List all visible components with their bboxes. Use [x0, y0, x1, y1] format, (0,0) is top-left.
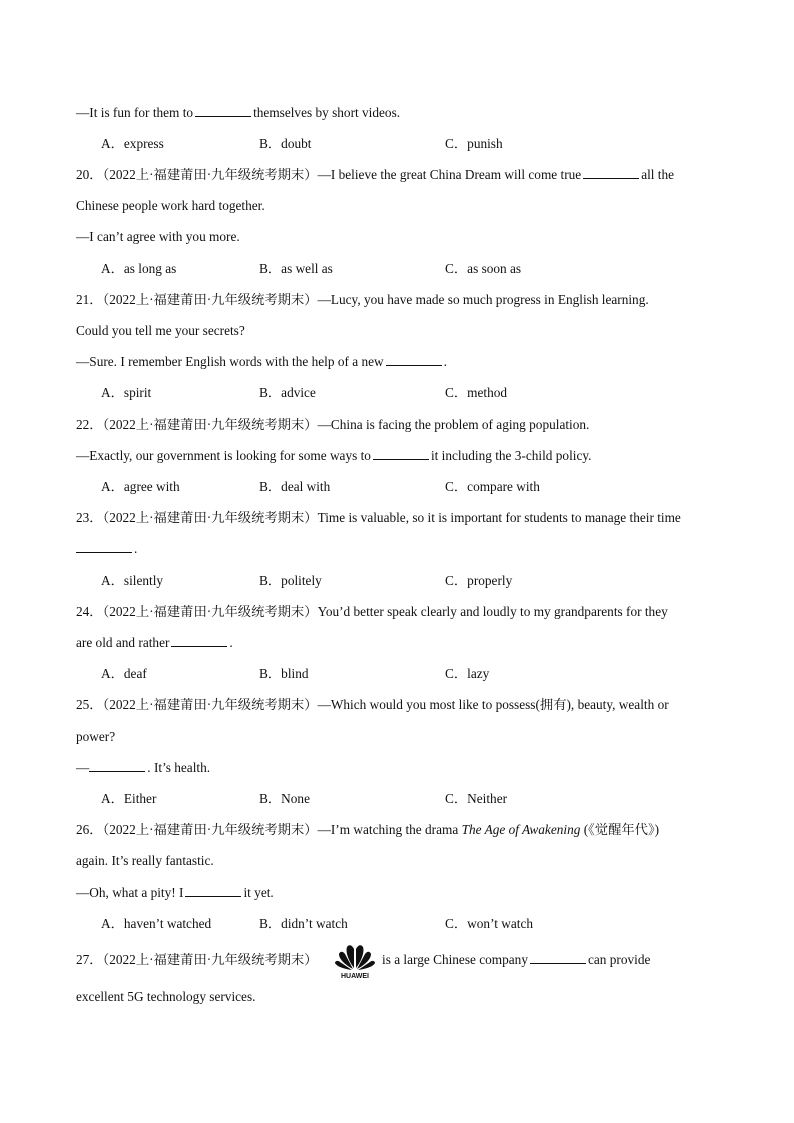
q26-option-b: B．didn’t watch: [259, 916, 348, 931]
q23-option-c: C．properly: [445, 573, 513, 588]
q22-option-b: B．deal with: [259, 479, 331, 494]
q20-option-c: C．as soon as: [445, 261, 522, 276]
q24-line2: [76, 634, 233, 652]
q25-option-c: C．Neither: [445, 791, 508, 806]
question-number: 26．: [76, 822, 103, 837]
q25-line2: power?: [76, 729, 116, 744]
huawei-logo-icon: [333, 941, 377, 979]
q19-option-b: B．doubt: [259, 136, 312, 151]
q21-option-a: A．spirit: [101, 385, 152, 400]
q21-text-b: —Sure. I remember English words with the help of a new: [76, 354, 384, 369]
q21-text-a: —Lucy, you have made so much progress in English learning.: [317, 292, 649, 307]
drama-title: The Age of Awakening: [461, 822, 581, 837]
q23-option-b: B．politely: [259, 573, 322, 588]
q21-line2: Could you tell me your secrets?: [76, 323, 245, 338]
q22-option-c: C．compare with: [445, 479, 540, 494]
q22-line2: [76, 447, 591, 465]
q20-line3: —I can’t agree with you more.: [76, 229, 240, 244]
q27-stem: [382, 951, 650, 969]
q22-text-c: it including the 3-child policy.: [430, 448, 592, 463]
question-number: 22．: [76, 417, 103, 432]
q20-stem: [76, 166, 674, 184]
q21-stem: [76, 291, 649, 309]
q23-option-a: A．silently: [101, 573, 164, 588]
question-number: 24．: [76, 604, 103, 619]
question-number: 25．: [76, 697, 103, 712]
q23-line2: [76, 540, 137, 558]
question-number: 27．: [76, 952, 103, 967]
q21-line3: [76, 353, 447, 371]
answer-blank: [171, 634, 227, 647]
q26-line3: [76, 884, 274, 902]
question-source: （2022上·福建莆田·九年级统考期末）: [102, 952, 318, 967]
q26-text-a: —I’m watching the drama: [317, 822, 459, 837]
question-number: 20．: [76, 167, 103, 182]
q26-line2: again. It’s really fantastic.: [76, 853, 214, 868]
q27-stem-prefix: [76, 951, 318, 969]
q27-line2: excellent 5G technology services.: [76, 989, 256, 1004]
answer-blank: [583, 166, 639, 179]
question-source: （2022上·福建莆田·九年级统考期末）: [102, 417, 318, 432]
q19-dialogue: [76, 104, 400, 122]
q25-option-b: B．None: [259, 791, 310, 806]
q27-text-a: is a large Chinese company: [382, 952, 528, 967]
q25-line3: [76, 759, 210, 777]
q20-text-b: all the: [641, 167, 675, 182]
question-source: （2022上·福建莆田·九年级统考期末）: [102, 604, 318, 619]
svg-text:HUAWEI: HUAWEI: [341, 973, 369, 979]
q24-stem: [76, 603, 668, 621]
answer-blank: [195, 104, 251, 117]
q22-option-a: A．agree with: [101, 479, 180, 494]
answer-blank: [530, 951, 586, 964]
answer-blank: [76, 540, 132, 553]
q25-text-c: . It’s health.: [147, 760, 211, 775]
answer-blank: [373, 447, 429, 460]
q23-text-b: .: [134, 541, 138, 556]
q19-text-a: —It is fun for them to: [76, 105, 194, 120]
q22-text-a: —China is facing the problem of aging population.: [317, 417, 590, 432]
q20-option-a: A．as long as: [101, 261, 177, 276]
q19-option-c: C．punish: [445, 136, 503, 151]
answer-blank: [89, 759, 145, 772]
q19-option-a: A．express: [101, 136, 164, 151]
q22-stem: [76, 416, 589, 434]
answer-blank: [185, 884, 241, 897]
q26-text-d: it yet.: [243, 885, 274, 900]
q23-text-a: Time is valuable, so it is important for students to manage their time: [317, 510, 681, 525]
q26-stem: [76, 821, 659, 839]
q26-text-c: —Oh, what a pity! I: [76, 885, 184, 900]
q21-option-b: B．advice: [259, 385, 316, 400]
q25-text-a: —Which would you most like to possess(拥有), beauty, wealth or: [317, 697, 669, 712]
question-source: （2022上·福建莆田·九年级统考期末）: [102, 697, 318, 712]
q24-text-c: .: [229, 635, 233, 650]
q24-option-a: A．deaf: [101, 666, 147, 681]
q24-option-b: B．blind: [259, 666, 309, 681]
q19-text-b: themselves by short videos.: [253, 105, 401, 120]
question-source: （2022上·福建莆田·九年级统考期末）: [102, 822, 318, 837]
q26-option-c: C．won’t watch: [445, 916, 534, 931]
q24-text-b: are old and rather: [76, 635, 170, 650]
question-number: 23．: [76, 510, 103, 525]
q21-option-c: C．method: [445, 385, 508, 400]
q21-text-c: .: [443, 354, 447, 369]
question-source: （2022上·福建莆田·九年级统考期末）: [102, 510, 318, 525]
q20-text-a: —I believe the great China Dream will come true: [317, 167, 582, 182]
q25-text-b: —: [76, 760, 90, 775]
q24-option-c: C．lazy: [445, 666, 490, 681]
q27-text-b: can provide: [587, 952, 651, 967]
question-number: 21．: [76, 292, 103, 307]
answer-blank: [386, 353, 442, 366]
q25-option-a: A．Either: [101, 791, 157, 806]
q26-text-b: (《觉醒年代》): [583, 822, 660, 837]
q20-option-b: B．as well as: [259, 261, 333, 276]
q23-stem: [76, 509, 681, 527]
q22-text-b: —Exactly, our government is looking for some ways to: [76, 448, 371, 463]
q24-text-a: You’d better speak clearly and loudly to my grandparents for they: [317, 604, 668, 619]
question-source: （2022上·福建莆田·九年级统考期末）: [102, 292, 318, 307]
q26-option-a: A．haven’t watched: [101, 916, 212, 931]
q25-stem: [76, 696, 669, 714]
question-source: （2022上·福建莆田·九年级统考期末）: [102, 167, 318, 182]
q20-line2: Chinese people work hard together.: [76, 198, 265, 213]
